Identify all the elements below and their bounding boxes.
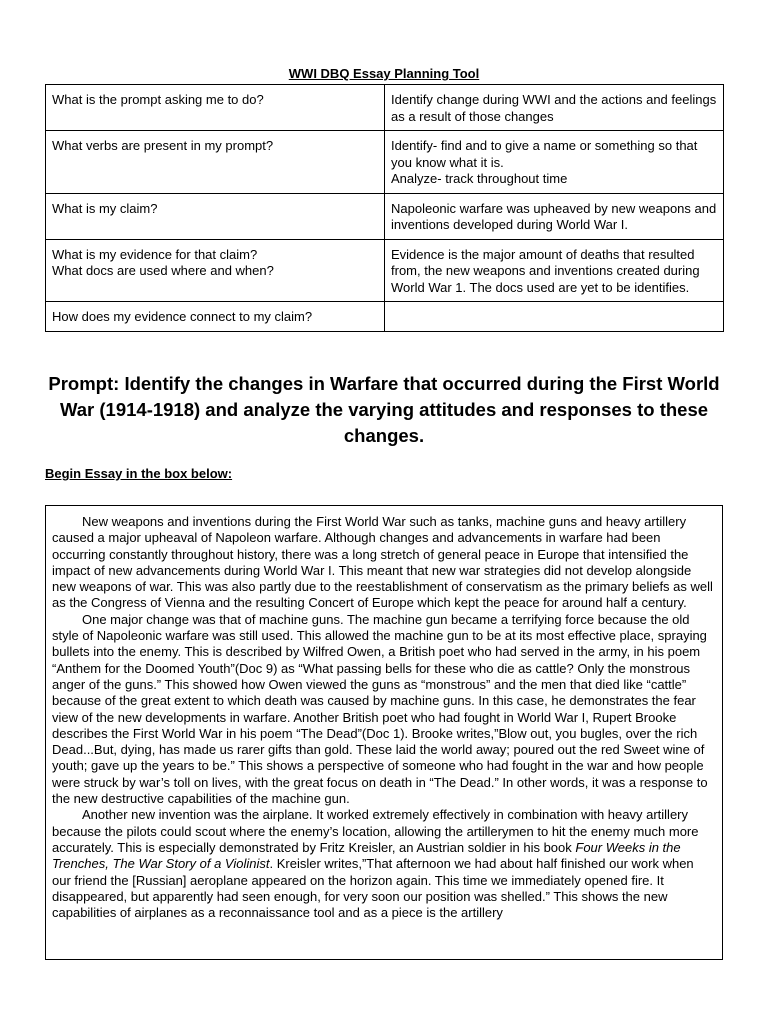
essay-text: . Kreisler writes,”That afternoon we had about half finished our work when our friend the [Russian] aeroplane appeared on the horizon again. This time we immediately opened fire. It disappeared, but apparently had seen enough, for very soon our position was shelled.” This shows the new capabilities of airplanes as a reconnaissance tool and as a piece is the artillery: [52, 856, 694, 921]
essay-prompt: Prompt: Identify the changes in Warfare that occurred during the First World War (1914-1918) and analyze the varying attitudes and responses to these changes.: [48, 373, 720, 446]
table-row: [46, 193, 724, 239]
question-cell: What is my evidence for that claim? What docs are used where and when?: [46, 239, 385, 302]
table-row: [46, 239, 724, 302]
essay-paragraph: One major change was that of machine guns. The machine gun became a terrifying force because the old style of Napoleonic warfare was still used. This allowed the machine gun to be at its most effective place, spraying bullets into the enemy. This is described by Wilfred Owen, a British poet who had served in the army, in his poem “Anthem for the Doomed Youth”(Doc 9) as “What passing bells for these who die as cattle? Only the monstrous anger of the guns.” This showed how Owen viewed the guns as “monstrous” and the men that died like “cattle” because of the great extent to which death was caused by machine guns. In this case, he demonstrates the fear view of the new developments in warfare. Another British poet who had fought in World War I, Rupert Brooke describes the First World War in his poem “The Dead”(Doc 1). Brooke writes,”Blow out, you bugles, over the rich Dead...But, dying, has made us rarer gifts than gold. These laid the world away; poured out the red Sweet wine of youth; gave up the years to be.” This shows a perspective of someone who had fought in the war and how people were struck by war’s toll on lives, with the great focus on death in “The Dead.” In other words, it was a response to the new destructive capabilities of the machine gun.: [52, 611, 708, 807]
planning-table: [45, 84, 724, 332]
answer-cell: [385, 302, 724, 332]
question-cell: What verbs are present in my prompt?: [46, 131, 385, 194]
answer-cell: Napoleonic warfare was upheaved by new weapons and inventions developed during World War I.: [385, 193, 724, 239]
question-cell: How does my evidence connect to my claim?: [46, 302, 385, 332]
table-row: [46, 85, 724, 131]
essay-text: Another new invention was the airplane. It worked extremely effectively in combination with heavy artillery because the pilots could scout where the enemy’s location, allowing the artillerymen to hit the enemy much more accurately. This is especially demonstrated by Fritz Kreisler, an Austrian soldier in his book: [52, 807, 699, 855]
page-title: WWI DBQ Essay Planning Tool: [288, 66, 480, 81]
table-row: [46, 131, 724, 194]
essay-paragraph: [52, 807, 716, 921]
table-row: [46, 302, 724, 332]
question-cell: What is my claim?: [46, 193, 385, 239]
answer-cell: Identify- find and to give a name or something so that you know what it is. Analyze- track throughout time: [385, 131, 724, 194]
essay-paragraph: New weapons and inventions during the First World War such as tanks, machine guns and heavy artillery caused a major upheaval of Napoleon warfare. Although changes and advancements in warfare had been occurring constantly throughout history, there was a long stretch of general peace in Europe that intensified the impact of new advancements during World War I. This meant that new war strategies did not develop alongside new weapons of war. This was also partly due to the reestablishment of conservatism as the primary beliefs as well as the Congress of Vienna and the resulting Concert of Europe which kept the peace for around half a century.: [52, 514, 713, 611]
essay-label: Begin Essay in the box below:: [45, 466, 233, 481]
essay-box[interactable]: [45, 505, 723, 960]
question-cell: What is the prompt asking me to do?: [46, 85, 385, 131]
answer-cell: Evidence is the major amount of deaths that resulted from, the new weapons and inventions created during World War 1. The docs used are yet to be identifies.: [385, 239, 724, 302]
book-title: Four Weeks in the Trenches, The War Story of a Violinist: [52, 839, 681, 872]
answer-cell: Identify change during WWI and the actions and feelings as a result of those changes: [385, 85, 724, 131]
